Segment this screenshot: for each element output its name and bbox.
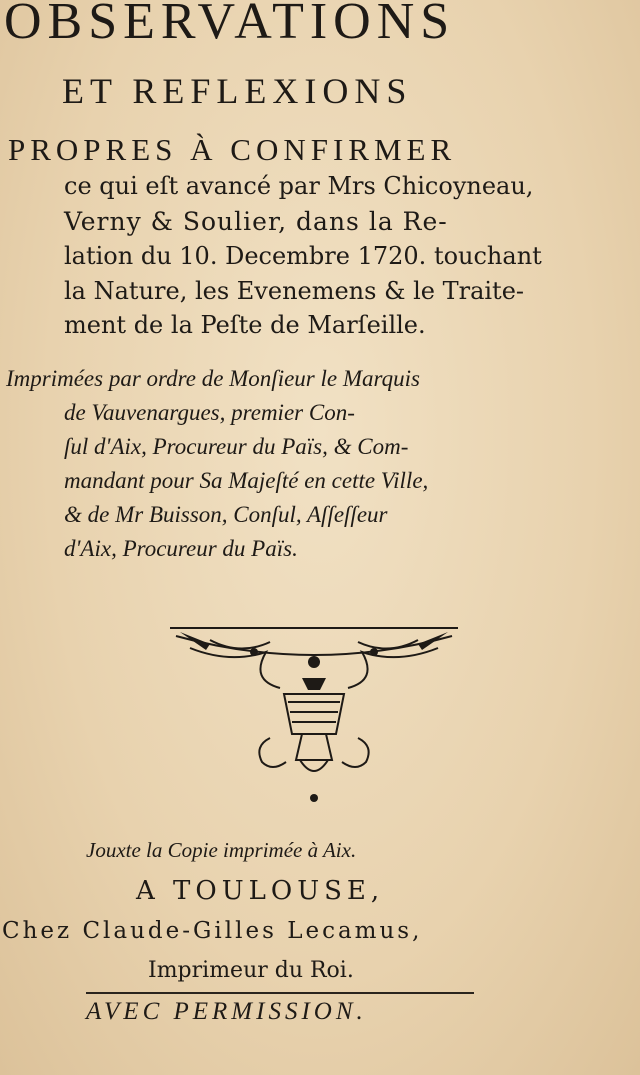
imprint-publisher: Chez Claude-Gilles Lecamus, — [2, 918, 423, 944]
body-line-4: la Nature, les Evenemens & le Traite- — [64, 277, 525, 305]
imprimees-line-5: & de Mr Buisson, Conſul, Aſſeſſeur — [64, 502, 388, 527]
body-line-2: Verny & Soulier, dans la Re- — [64, 207, 448, 236]
imprint-city: A TOULOUSE, — [136, 876, 385, 906]
body-line-5: ment de la Peſte de Marſeille. — [64, 311, 426, 339]
body-line-1: ce qui eſt avancé par Mrs Chicoyneau, — [64, 172, 534, 200]
body-line-3: lation du 10. Decembre 1720. touchant — [64, 242, 542, 270]
imprimees-line-2: de Vauvenargues, premier Con- — [64, 400, 355, 425]
imprimees-line-1: Imprimées par ordre de Monſieur le Marquis — [6, 366, 420, 391]
imprint-permission: AVEC PERMISSION. — [86, 998, 367, 1025]
title-line-1: OBSERVATIONS — [4, 0, 456, 50]
imprimees-line-4: mandant pour Sa Majeſté en cette Ville, — [64, 468, 429, 493]
imprint-role: Imprimeur du Roi. — [148, 958, 354, 983]
title-line-3: PROPRES À CONFIRMER — [8, 132, 457, 167]
imprint-rule — [86, 992, 474, 994]
fleuron-ornament-icon — [170, 622, 458, 808]
imprimees-line-3: ſul d'Aix, Procureur du Païs, & Com- — [64, 434, 409, 459]
imprimees-line-6: d'Aix, Procureur du Païs. — [64, 536, 298, 561]
copie-line: Jouxte la Copie imprimée à Aix. — [86, 838, 357, 862]
title-line-2: ET REFLEXIONS — [62, 71, 413, 111]
